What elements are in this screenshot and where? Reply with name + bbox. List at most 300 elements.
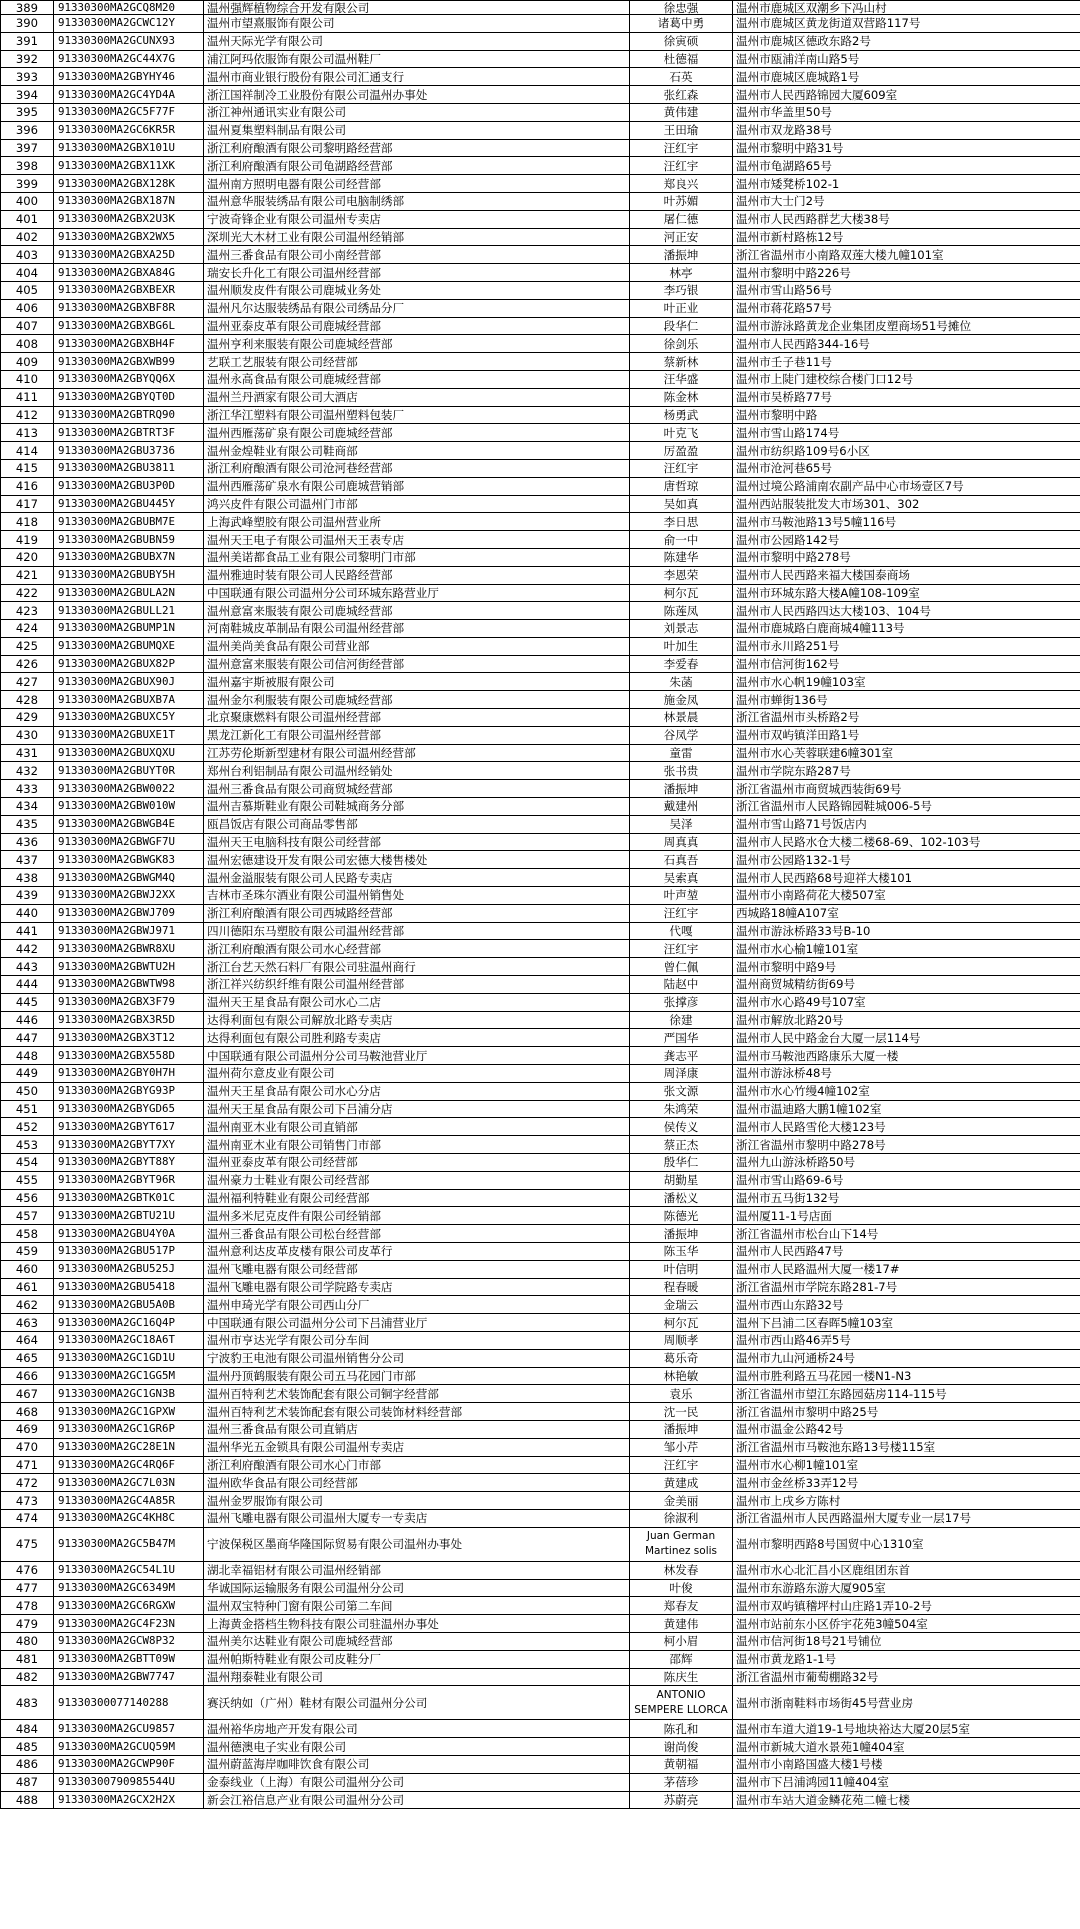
credit-code-cell: 91330300MA2GBTU21U: [54, 1207, 204, 1225]
address-cell: 温州市水心路49号107室: [733, 993, 1080, 1011]
table-row: [1, 940, 1080, 958]
credit-code-cell: 91330300MA2GC44X7G: [54, 50, 204, 68]
table-row: [1, 851, 1080, 869]
address-cell: 温州市双屿镇洋田路1号: [733, 726, 1080, 744]
table-row: [1, 264, 1080, 282]
company-name-cell: 浙江利府酿酒有限公司水心经营部: [204, 940, 630, 958]
company-name-cell: 温州夏集塑料制品有限公司: [204, 121, 630, 139]
table-row: [1, 1668, 1080, 1686]
company-name-cell: 浙江利府酿酒有限公司黎明路经营部: [204, 139, 630, 157]
row-number: 441: [1, 922, 54, 940]
company-name-cell: 温州天王电子有限公司温州天王表专店: [204, 531, 630, 549]
address-cell: 温州市水心柳1幢101室: [733, 1456, 1080, 1474]
address-cell: 温州市大士门2号: [733, 192, 1080, 210]
company-name-cell: 温州西雁荡矿泉水有限公司鹿城营销部: [204, 477, 630, 495]
legal-representative-cell: 金瑞云: [630, 1296, 733, 1314]
row-number: 404: [1, 264, 54, 282]
table-row: [1, 1720, 1080, 1738]
company-name-cell: 华诚国际运输服务有限公司温州分公司: [204, 1579, 630, 1597]
row-number: 398: [1, 157, 54, 175]
company-name-cell: 温州双宝特种门窗有限公司第二车间: [204, 1597, 630, 1615]
row-number: 389: [1, 1, 54, 15]
address-cell: 浙江省温州市学院东路281-7号: [733, 1278, 1080, 1296]
table-row: [1, 1686, 1080, 1720]
credit-code-cell: 91330300MA2GBW010W: [54, 798, 204, 816]
row-number: 436: [1, 833, 54, 851]
row-number: 453: [1, 1136, 54, 1154]
row-number: 418: [1, 513, 54, 531]
company-name-cell: 瓯昌饭店有限公司商品零售部: [204, 815, 630, 833]
address-cell: 浙江省温州市马鞍池东路13号楼115室: [733, 1438, 1080, 1456]
address-cell: 浙江省温州市人民西路温州大厦专业一层17号: [733, 1509, 1080, 1527]
credit-code-cell: 91330300MA2GC1GN3B: [54, 1385, 204, 1403]
credit-code-cell: 91330300MA2GBUXE1T: [54, 726, 204, 744]
legal-representative-cell: 郑春友: [630, 1597, 733, 1615]
credit-code-cell: 91330300MA2GBUX82P: [54, 655, 204, 673]
row-number: 417: [1, 495, 54, 513]
company-name-cell: 温州丹顶鹤服装有限公司五马花园门市部: [204, 1367, 630, 1385]
row-number: 401: [1, 210, 54, 228]
address-cell: 温州市九山河通桥24号: [733, 1349, 1080, 1367]
company-name-cell: 深圳光大木材工业有限公司温州经销部: [204, 228, 630, 246]
address-cell: 温州市游泳路黄龙企业集团皮塑商场51号摊位: [733, 317, 1080, 335]
company-name-cell: 温州西雁荡矿泉有限公司鹿城经营部: [204, 424, 630, 442]
table-row: [1, 1349, 1080, 1367]
legal-representative-cell: 周真真: [630, 833, 733, 851]
legal-representative-cell: 柯小眉: [630, 1632, 733, 1650]
legal-representative-cell: 代嘎: [630, 922, 733, 940]
row-number: 414: [1, 442, 54, 460]
legal-representative-cell: 叶信明: [630, 1260, 733, 1278]
company-name-cell: 浙江祥兴纺织纤维有限公司温州经营部: [204, 976, 630, 994]
row-number: 406: [1, 299, 54, 317]
row-number: 470: [1, 1438, 54, 1456]
credit-code-cell: 91330300MA2GBX187N: [54, 192, 204, 210]
company-name-cell: 温州荷尔意皮业有限公司: [204, 1065, 630, 1083]
table-row: [1, 139, 1080, 157]
legal-representative-cell: 程春暖: [630, 1278, 733, 1296]
row-number: 390: [1, 15, 54, 33]
table-body: [1, 1, 1080, 1809]
legal-representative-cell: 汪红宇: [630, 459, 733, 477]
company-name-cell: 温州飞雕电器有限公司温州大厦专一专卖店: [204, 1509, 630, 1527]
table-row: [1, 833, 1080, 851]
company-name-cell: 温州裕华房地产开发有限公司: [204, 1720, 630, 1738]
legal-representative-cell: 朱菡: [630, 673, 733, 691]
company-name-cell: 温州市望熹服饰有限公司: [204, 15, 630, 33]
table-row: [1, 566, 1080, 584]
company-name-cell: 温州亚泰皮革有限公司经营部: [204, 1154, 630, 1172]
row-number: 460: [1, 1260, 54, 1278]
table-row: [1, 1474, 1080, 1492]
table-row: [1, 1171, 1080, 1189]
address-cell: 温州市游泳桥路33号B-10: [733, 922, 1080, 940]
credit-code-cell: 91330300MA2GBX2U3K: [54, 210, 204, 228]
legal-representative-cell: 张书贵: [630, 762, 733, 780]
address-cell: 温州市雪山路69-6号: [733, 1171, 1080, 1189]
company-name-cell: 浙江利府酿酒有限公司龟湖路经营部: [204, 157, 630, 175]
address-cell: 温州市站前东小区侨宇花苑3幢504室: [733, 1615, 1080, 1633]
company-name-cell: 达得利面包有限公司解放北路专卖店: [204, 1011, 630, 1029]
credit-code-cell: 91330300MA2GBWTW98: [54, 976, 204, 994]
address-cell: 浙江省温州市望江东路园菇房114-115号: [733, 1385, 1080, 1403]
company-name-cell: 温州雅迪时装有限公司人民路经营部: [204, 566, 630, 584]
legal-representative-cell: 李日思: [630, 513, 733, 531]
legal-representative-cell: 潘振坤: [630, 246, 733, 264]
table-row: [1, 388, 1080, 406]
row-number: 427: [1, 673, 54, 691]
address-cell: 温州市雪山路56号: [733, 281, 1080, 299]
legal-representative-cell: 周顺孝: [630, 1331, 733, 1349]
row-number: 413: [1, 424, 54, 442]
address-cell: 温州市人民西路344-16号: [733, 335, 1080, 353]
legal-representative-cell: 叶声堃: [630, 887, 733, 905]
credit-code-cell: 91330300MA2GBWJ971: [54, 922, 204, 940]
legal-representative-cell: 杨勇武: [630, 406, 733, 424]
company-name-cell: 温州天王星食品有限公司水心分店: [204, 1082, 630, 1100]
table-row: [1, 210, 1080, 228]
row-number: 474: [1, 1509, 54, 1527]
table-row: [1, 691, 1080, 709]
table-row: [1, 121, 1080, 139]
legal-representative-cell: 陈金林: [630, 388, 733, 406]
credit-code-cell: 91330300MA2GBWGM4Q: [54, 869, 204, 887]
company-name-cell: 温州德澳电子实业有限公司: [204, 1738, 630, 1756]
company-name-cell: 温州金溢服装有限公司人民路专卖店: [204, 869, 630, 887]
address-cell: 温州市水心芙蓉联建6幢301室: [733, 744, 1080, 762]
table-row: [1, 50, 1080, 68]
credit-code-cell: 91330300MA2GBYQT0D: [54, 388, 204, 406]
company-name-cell: 宁波保税区墨商华隆国际贸易有限公司温州办事处: [204, 1527, 630, 1561]
company-name-cell: 温州顺发皮件有限公司鹿城业务处: [204, 281, 630, 299]
address-cell: 温州市鹿城区德政东路2号: [733, 32, 1080, 50]
address-cell: 温州市蝉街136号: [733, 691, 1080, 709]
legal-representative-cell: 潘振坤: [630, 1225, 733, 1243]
legal-representative-cell: 叶正业: [630, 299, 733, 317]
legal-representative-cell: 邵辉: [630, 1650, 733, 1668]
company-name-cell: 温州市商业银行股份有限公司汇通支行: [204, 68, 630, 86]
credit-code-cell: 91330300MA2GBUBM7E: [54, 513, 204, 531]
company-name-cell: 江苏劳伦斯新型建材有限公司温州经营部: [204, 744, 630, 762]
address-cell: 温州市人民路雪伦大楼123号: [733, 1118, 1080, 1136]
table-row: [1, 1047, 1080, 1065]
table-row: [1, 637, 1080, 655]
legal-representative-cell: 潘振坤: [630, 1420, 733, 1438]
table-row: [1, 1029, 1080, 1047]
credit-code-cell: 91330300MA2GBUBN59: [54, 531, 204, 549]
company-name-cell: 宁波奇锋企业有限公司温州专卖店: [204, 210, 630, 228]
row-number: 481: [1, 1650, 54, 1668]
legal-representative-cell: 屠仁德: [630, 210, 733, 228]
address-cell: 温州市华盖里50号: [733, 103, 1080, 121]
table-row: [1, 1492, 1080, 1510]
row-number: 443: [1, 958, 54, 976]
table-row: [1, 922, 1080, 940]
address-cell: 温州市黎明中路226号: [733, 264, 1080, 282]
address-cell: 浙江省温州市黎明中路25号: [733, 1403, 1080, 1421]
credit-code-cell: 91330300MA2GBXBH4F: [54, 335, 204, 353]
credit-code-cell: 91330300MA2GBW7747: [54, 1668, 204, 1686]
company-name-cell: 浙江台艺天然石料厂有限公司驻温州商行: [204, 958, 630, 976]
row-number: 415: [1, 459, 54, 477]
address-cell: 温州市温迪路大鹏1幢102室: [733, 1100, 1080, 1118]
table-row: [1, 86, 1080, 104]
credit-code-cell: 91330300MA2GCUQ59M: [54, 1738, 204, 1756]
table-row: [1, 744, 1080, 762]
credit-code-cell: 91330300MA2GBULL21: [54, 602, 204, 620]
legal-representative-cell: 叶克飞: [630, 424, 733, 442]
credit-code-cell: 91330300MA2GBUXQXU: [54, 744, 204, 762]
table-row: [1, 1615, 1080, 1633]
address-cell: 温州市五马街132号: [733, 1189, 1080, 1207]
legal-representative-cell: Juan German Martinez solis: [630, 1527, 733, 1561]
credit-code-cell: 91330300MA2GC1GPXW: [54, 1403, 204, 1421]
address-cell: 温州市东游路东游大厦905室: [733, 1579, 1080, 1597]
address-cell: 浙江省温州市松台山下14号: [733, 1225, 1080, 1243]
company-name-cell: 温州百特利艺术装饰配套有限公司装饰材料经营部: [204, 1403, 630, 1421]
address-cell: 温州市马鞍池西路康乐大厦一楼: [733, 1047, 1080, 1065]
row-number: 448: [1, 1047, 54, 1065]
legal-representative-cell: 唐哲琼: [630, 477, 733, 495]
credit-code-cell: 91330300MA2GBYT96R: [54, 1171, 204, 1189]
credit-code-cell: 91330300MA2GC28E1N: [54, 1438, 204, 1456]
address-cell: 浙江省温州市商贸城西装街69号: [733, 780, 1080, 798]
table-row: [1, 477, 1080, 495]
company-name-cell: 温州天王星食品有限公司下吕浦分店: [204, 1100, 630, 1118]
company-name-cell: 河南鞋城皮革制品有限公司温州经营部: [204, 620, 630, 638]
row-number: 393: [1, 68, 54, 86]
table-row: [1, 1738, 1080, 1756]
company-name-cell: 温州意富来服装有限公司信河街经营部: [204, 655, 630, 673]
row-number: 487: [1, 1773, 54, 1791]
address-cell: 温州市水心榆1幢101室: [733, 940, 1080, 958]
company-name-cell: 温州美尔达鞋业有限公司鹿城经营部: [204, 1632, 630, 1650]
credit-code-cell: 91330300MA2GBYT7XY: [54, 1136, 204, 1154]
row-number: 435: [1, 815, 54, 833]
table-row: [1, 548, 1080, 566]
address-cell: 温州市人民西路47号: [733, 1242, 1080, 1260]
row-number: 482: [1, 1668, 54, 1686]
legal-representative-cell: 黄建成: [630, 1474, 733, 1492]
company-name-cell: 北京聚康燃料有限公司温州经营部: [204, 709, 630, 727]
company-name-cell: 温州市亨达光学有限公司分车间: [204, 1331, 630, 1349]
address-cell: 温州市水心竹缦4幢102室: [733, 1082, 1080, 1100]
credit-code-cell: 91330300MA2GBTT09W: [54, 1650, 204, 1668]
legal-representative-cell: 金美丽: [630, 1492, 733, 1510]
address-cell: 温州九山游泳桥路50号: [733, 1154, 1080, 1172]
company-name-cell: 温州南方照明电器有限公司经营部: [204, 175, 630, 193]
legal-representative-cell: 施金凤: [630, 691, 733, 709]
company-name-cell: 上海黄金搭档生物科技有限公司驻温州办事处: [204, 1615, 630, 1633]
address-cell: 温州市黎明中路278号: [733, 548, 1080, 566]
row-number: 458: [1, 1225, 54, 1243]
address-cell: 浙江省温州市人民路锦园鞋城006-5号: [733, 798, 1080, 816]
company-name-cell: 温州金尔利服装有限公司鹿城经营部: [204, 691, 630, 709]
company-name-cell: 温州金罗服饰有限公司: [204, 1492, 630, 1510]
table-row: [1, 780, 1080, 798]
row-number: 421: [1, 566, 54, 584]
legal-representative-cell: ANTONIO SEMPERE LLORCA: [630, 1686, 733, 1720]
address-cell: 温州市壬子巷11号: [733, 353, 1080, 371]
legal-representative-cell: 陈庆生: [630, 1668, 733, 1686]
company-name-cell: 浙江华江塑料有限公司温州塑料包装厂: [204, 406, 630, 424]
address-cell: 温州厦11-1号店面: [733, 1207, 1080, 1225]
credit-code-cell: 91330300MA2GBWTU2H: [54, 958, 204, 976]
address-cell: 温州下吕浦二区春晖5幢103室: [733, 1314, 1080, 1332]
table-row: [1, 299, 1080, 317]
credit-code-cell: 91330300MA2GBTK01C: [54, 1189, 204, 1207]
address-cell: 温州市人民西路群艺大楼38号: [733, 210, 1080, 228]
credit-code-cell: 91330300MA2GCX2H2X: [54, 1791, 204, 1809]
address-cell: 温州市永川路251号: [733, 637, 1080, 655]
company-name-cell: 浙江利府酿酒有限公司沧河巷经营部: [204, 459, 630, 477]
table-row: [1, 1154, 1080, 1172]
company-name-cell: 新会江裕信息产业有限公司温州分公司: [204, 1791, 630, 1809]
credit-code-cell: 91330300MA2GBU525J: [54, 1260, 204, 1278]
address-cell: 温州市车道大道19-1号地块裕达大厦20层5室: [733, 1720, 1080, 1738]
legal-representative-cell: 石英: [630, 68, 733, 86]
credit-code-cell: 91330300MA2GBYHY46: [54, 68, 204, 86]
credit-code-cell: 91330300MA2GBX558D: [54, 1047, 204, 1065]
table-row: [1, 1082, 1080, 1100]
legal-representative-cell: 黄建伟: [630, 1615, 733, 1633]
company-name-cell: 温州飞雕电器有限公司经营部: [204, 1260, 630, 1278]
legal-representative-cell: 谷凤学: [630, 726, 733, 744]
legal-representative-cell: 陈德光: [630, 1207, 733, 1225]
table-row: [1, 1225, 1080, 1243]
table-row: [1, 192, 1080, 210]
row-number: 399: [1, 175, 54, 193]
credit-code-cell: 91330300MA2GBUXC5Y: [54, 709, 204, 727]
table-row: [1, 584, 1080, 602]
table-row: [1, 1755, 1080, 1773]
address-cell: 温州市上陡门建校综合楼门口12号: [733, 370, 1080, 388]
legal-representative-cell: 叶俊: [630, 1579, 733, 1597]
row-number: 425: [1, 637, 54, 655]
address-cell: 温州市上戌乡方陈村: [733, 1492, 1080, 1510]
legal-representative-cell: 陈莲凤: [630, 602, 733, 620]
address-cell: 温州市沧河巷65号: [733, 459, 1080, 477]
credit-code-cell: 91330300MA2GBTRT3F: [54, 424, 204, 442]
row-number: 455: [1, 1171, 54, 1189]
legal-representative-cell: 徐忠强: [630, 1, 733, 15]
row-number: 412: [1, 406, 54, 424]
company-name-cell: 温州三番食品有限公司直销店: [204, 1420, 630, 1438]
company-name-cell: 温州亚泰皮革有限公司鹿城经营部: [204, 317, 630, 335]
legal-representative-cell: 汪红宇: [630, 157, 733, 175]
legal-representative-cell: 杜德福: [630, 50, 733, 68]
table-row: [1, 620, 1080, 638]
table-row: [1, 1597, 1080, 1615]
legal-representative-cell: 吴索真: [630, 869, 733, 887]
legal-representative-cell: 谢尚俊: [630, 1738, 733, 1756]
legal-representative-cell: 吴如真: [630, 495, 733, 513]
row-number: 420: [1, 548, 54, 566]
legal-representative-cell: 沈一民: [630, 1403, 733, 1421]
row-number: 430: [1, 726, 54, 744]
credit-code-cell: 91330300MA2GBXA84G: [54, 264, 204, 282]
row-number: 440: [1, 904, 54, 922]
table-row: [1, 1118, 1080, 1136]
table-row: [1, 531, 1080, 549]
address-cell: 温州市解放北路20号: [733, 1011, 1080, 1029]
table-row: [1, 459, 1080, 477]
row-number: 466: [1, 1367, 54, 1385]
table-row: [1, 335, 1080, 353]
legal-representative-cell: 林景晨: [630, 709, 733, 727]
credit-code-cell: 91330300MA2GBXWB99: [54, 353, 204, 371]
row-number: 463: [1, 1314, 54, 1332]
address-cell: 温州西站服装批发大市场301、302: [733, 495, 1080, 513]
row-number: 483: [1, 1686, 54, 1720]
table-row: [1, 1189, 1080, 1207]
credit-code-cell: 91330300MA2GC4RQ6F: [54, 1456, 204, 1474]
row-number: 450: [1, 1082, 54, 1100]
row-number: 472: [1, 1474, 54, 1492]
company-name-cell: 浙江神州通讯实业有限公司: [204, 103, 630, 121]
table-row: [1, 246, 1080, 264]
legal-representative-cell: 柯尔瓦: [630, 584, 733, 602]
row-number: 411: [1, 388, 54, 406]
table-row: [1, 887, 1080, 905]
credit-code-cell: 91330300MA2GC4YD4A: [54, 86, 204, 104]
legal-representative-cell: 陆赵中: [630, 976, 733, 994]
credit-code-cell: 91330300MA2GBXA25D: [54, 246, 204, 264]
table-row: [1, 798, 1080, 816]
credit-code-cell: 91330300MA2GC6RGXW: [54, 1597, 204, 1615]
legal-representative-cell: 徐寅硕: [630, 32, 733, 50]
table-row: [1, 976, 1080, 994]
row-number: 431: [1, 744, 54, 762]
table-row: [1, 904, 1080, 922]
legal-representative-cell: 胡勤星: [630, 1171, 733, 1189]
table-row: [1, 1403, 1080, 1421]
address-cell: 温州市温金公路42号: [733, 1420, 1080, 1438]
address-cell: 温州市双屿镇稽坪村山庄路1弄10-2号: [733, 1597, 1080, 1615]
credit-code-cell: 91330300MA2GCUNX93: [54, 32, 204, 50]
legal-representative-cell: 侯传义: [630, 1118, 733, 1136]
legal-representative-cell: 汪红宇: [630, 940, 733, 958]
credit-code-cell: 91330300MA2GBX101U: [54, 139, 204, 157]
table-row: [1, 1509, 1080, 1527]
row-number: 407: [1, 317, 54, 335]
row-number: 424: [1, 620, 54, 638]
table-row: [1, 1, 1080, 15]
row-number: 394: [1, 86, 54, 104]
address-cell: 温州市小南路国盛大楼1号楼: [733, 1755, 1080, 1773]
credit-code-cell: 91330300MA2GC4A85R: [54, 1492, 204, 1510]
credit-code-cell: 91330300790985544U: [54, 1773, 204, 1791]
table-row: [1, 1420, 1080, 1438]
address-cell: 温州市雪山路71号饭店内: [733, 815, 1080, 833]
address-cell: 温州市人民西路68号迎祥大楼101: [733, 869, 1080, 887]
legal-representative-cell: 刘景志: [630, 620, 733, 638]
legal-representative-cell: 蔡新林: [630, 353, 733, 371]
company-name-cell: 温州三番食品有限公司小南经营部: [204, 246, 630, 264]
company-name-cell: 黑龙江新化工有限公司温州经营部: [204, 726, 630, 744]
credit-code-cell: 91330300MA2GBX11XK: [54, 157, 204, 175]
company-name-cell: 温州欧华食品有限公司经营部: [204, 1474, 630, 1492]
address-cell: 温州市游泳桥48号: [733, 1065, 1080, 1083]
row-number: 479: [1, 1615, 54, 1633]
credit-code-cell: 91330300MA2GCQ8M20: [54, 1, 204, 15]
table-row: [1, 317, 1080, 335]
credit-code-cell: 91330300MA2GBU3P0D: [54, 477, 204, 495]
row-number: 397: [1, 139, 54, 157]
row-number: 434: [1, 798, 54, 816]
address-cell: 温州市下吕浦鸿园11幢404室: [733, 1773, 1080, 1791]
credit-code-cell: 91330300MA2GC54L1U: [54, 1561, 204, 1579]
